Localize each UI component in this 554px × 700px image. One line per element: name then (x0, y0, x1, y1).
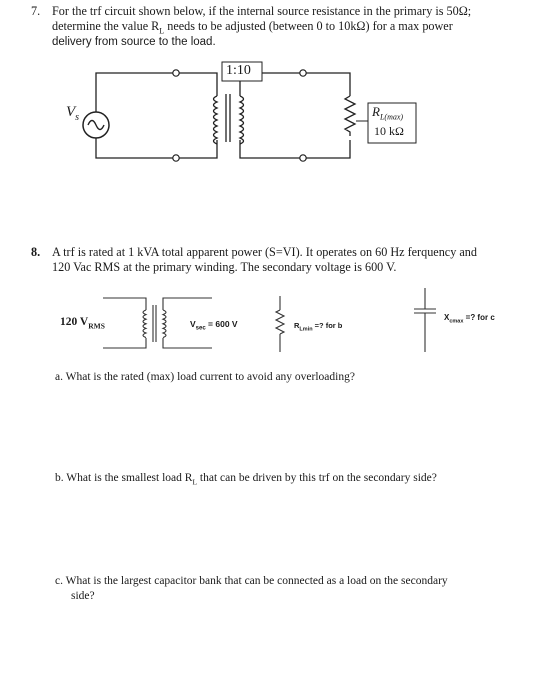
q8-xcmax-value: =? for c (463, 313, 495, 322)
q8-rmin-r: R (294, 321, 300, 330)
q7-source-sub: s (75, 112, 80, 123)
q8-line1: A trf is rated at 1 kVA total apparent power (S=VI). It operates on 60 Hz ferquency and (52, 245, 477, 259)
q8-xcmax-x: X (444, 313, 450, 322)
q8-secondary-v: V (190, 319, 196, 329)
q8-line2: 120 Vac RMS at the primary winding. The secondary voltage is 600 V. (52, 260, 397, 274)
q7-number: 7. (31, 4, 41, 18)
q8-primary-sub: RMS (88, 321, 105, 331)
q7-line3: delivery from source to the load. (52, 36, 216, 48)
q7-line1: For the trf circuit shown below, if the internal source resistance in the primary is 50Ω; (52, 4, 472, 18)
q8-rmin-value: =? for b (312, 321, 343, 330)
q8-part-b-sub: L (192, 477, 198, 487)
q7-source-v: V (66, 104, 76, 120)
q8-primary-label (60, 316, 105, 330)
q8-xcmax-label (444, 313, 495, 325)
q7-load-sub: L(max) (379, 112, 404, 122)
q8-part-a: a. What is the rated (max) load current to avoid any overloading? (55, 371, 355, 383)
q8-secondary-label (190, 319, 238, 332)
q7-line2-sub: L (159, 26, 165, 36)
q8-part-b-b: that can be driven by this trf on the secondary side? (197, 472, 437, 484)
q8-rmin-label (294, 321, 342, 333)
q7-load-value: 10 kΩ (374, 124, 404, 138)
q8-xcmax-sub: cmax (449, 318, 464, 325)
q8-part-b (55, 471, 437, 489)
q8-rmin-sub: Lmin (299, 326, 313, 333)
q7-line2-b: needs to be adjusted (between 0 to 10kΩ) for a max power (164, 19, 453, 33)
q8-number: 8. (31, 245, 41, 259)
q8-secondary-sub: sec (195, 325, 206, 332)
q7-load-r: R (372, 104, 380, 119)
q7-line2-a: determine the value R (52, 19, 160, 33)
q8-part-c2: side? (71, 590, 95, 602)
q8-secondary-value: = 600 V (205, 319, 238, 329)
q8-primary-v: 120 V (60, 316, 89, 328)
q8-part-c1: c. What is the largest capacitor bank that can be connected as a load on the secondary (55, 575, 448, 587)
q7-ratio-label: 1:10 (226, 63, 251, 78)
q8-part-b-a: b. What is the smallest load R (55, 472, 193, 484)
